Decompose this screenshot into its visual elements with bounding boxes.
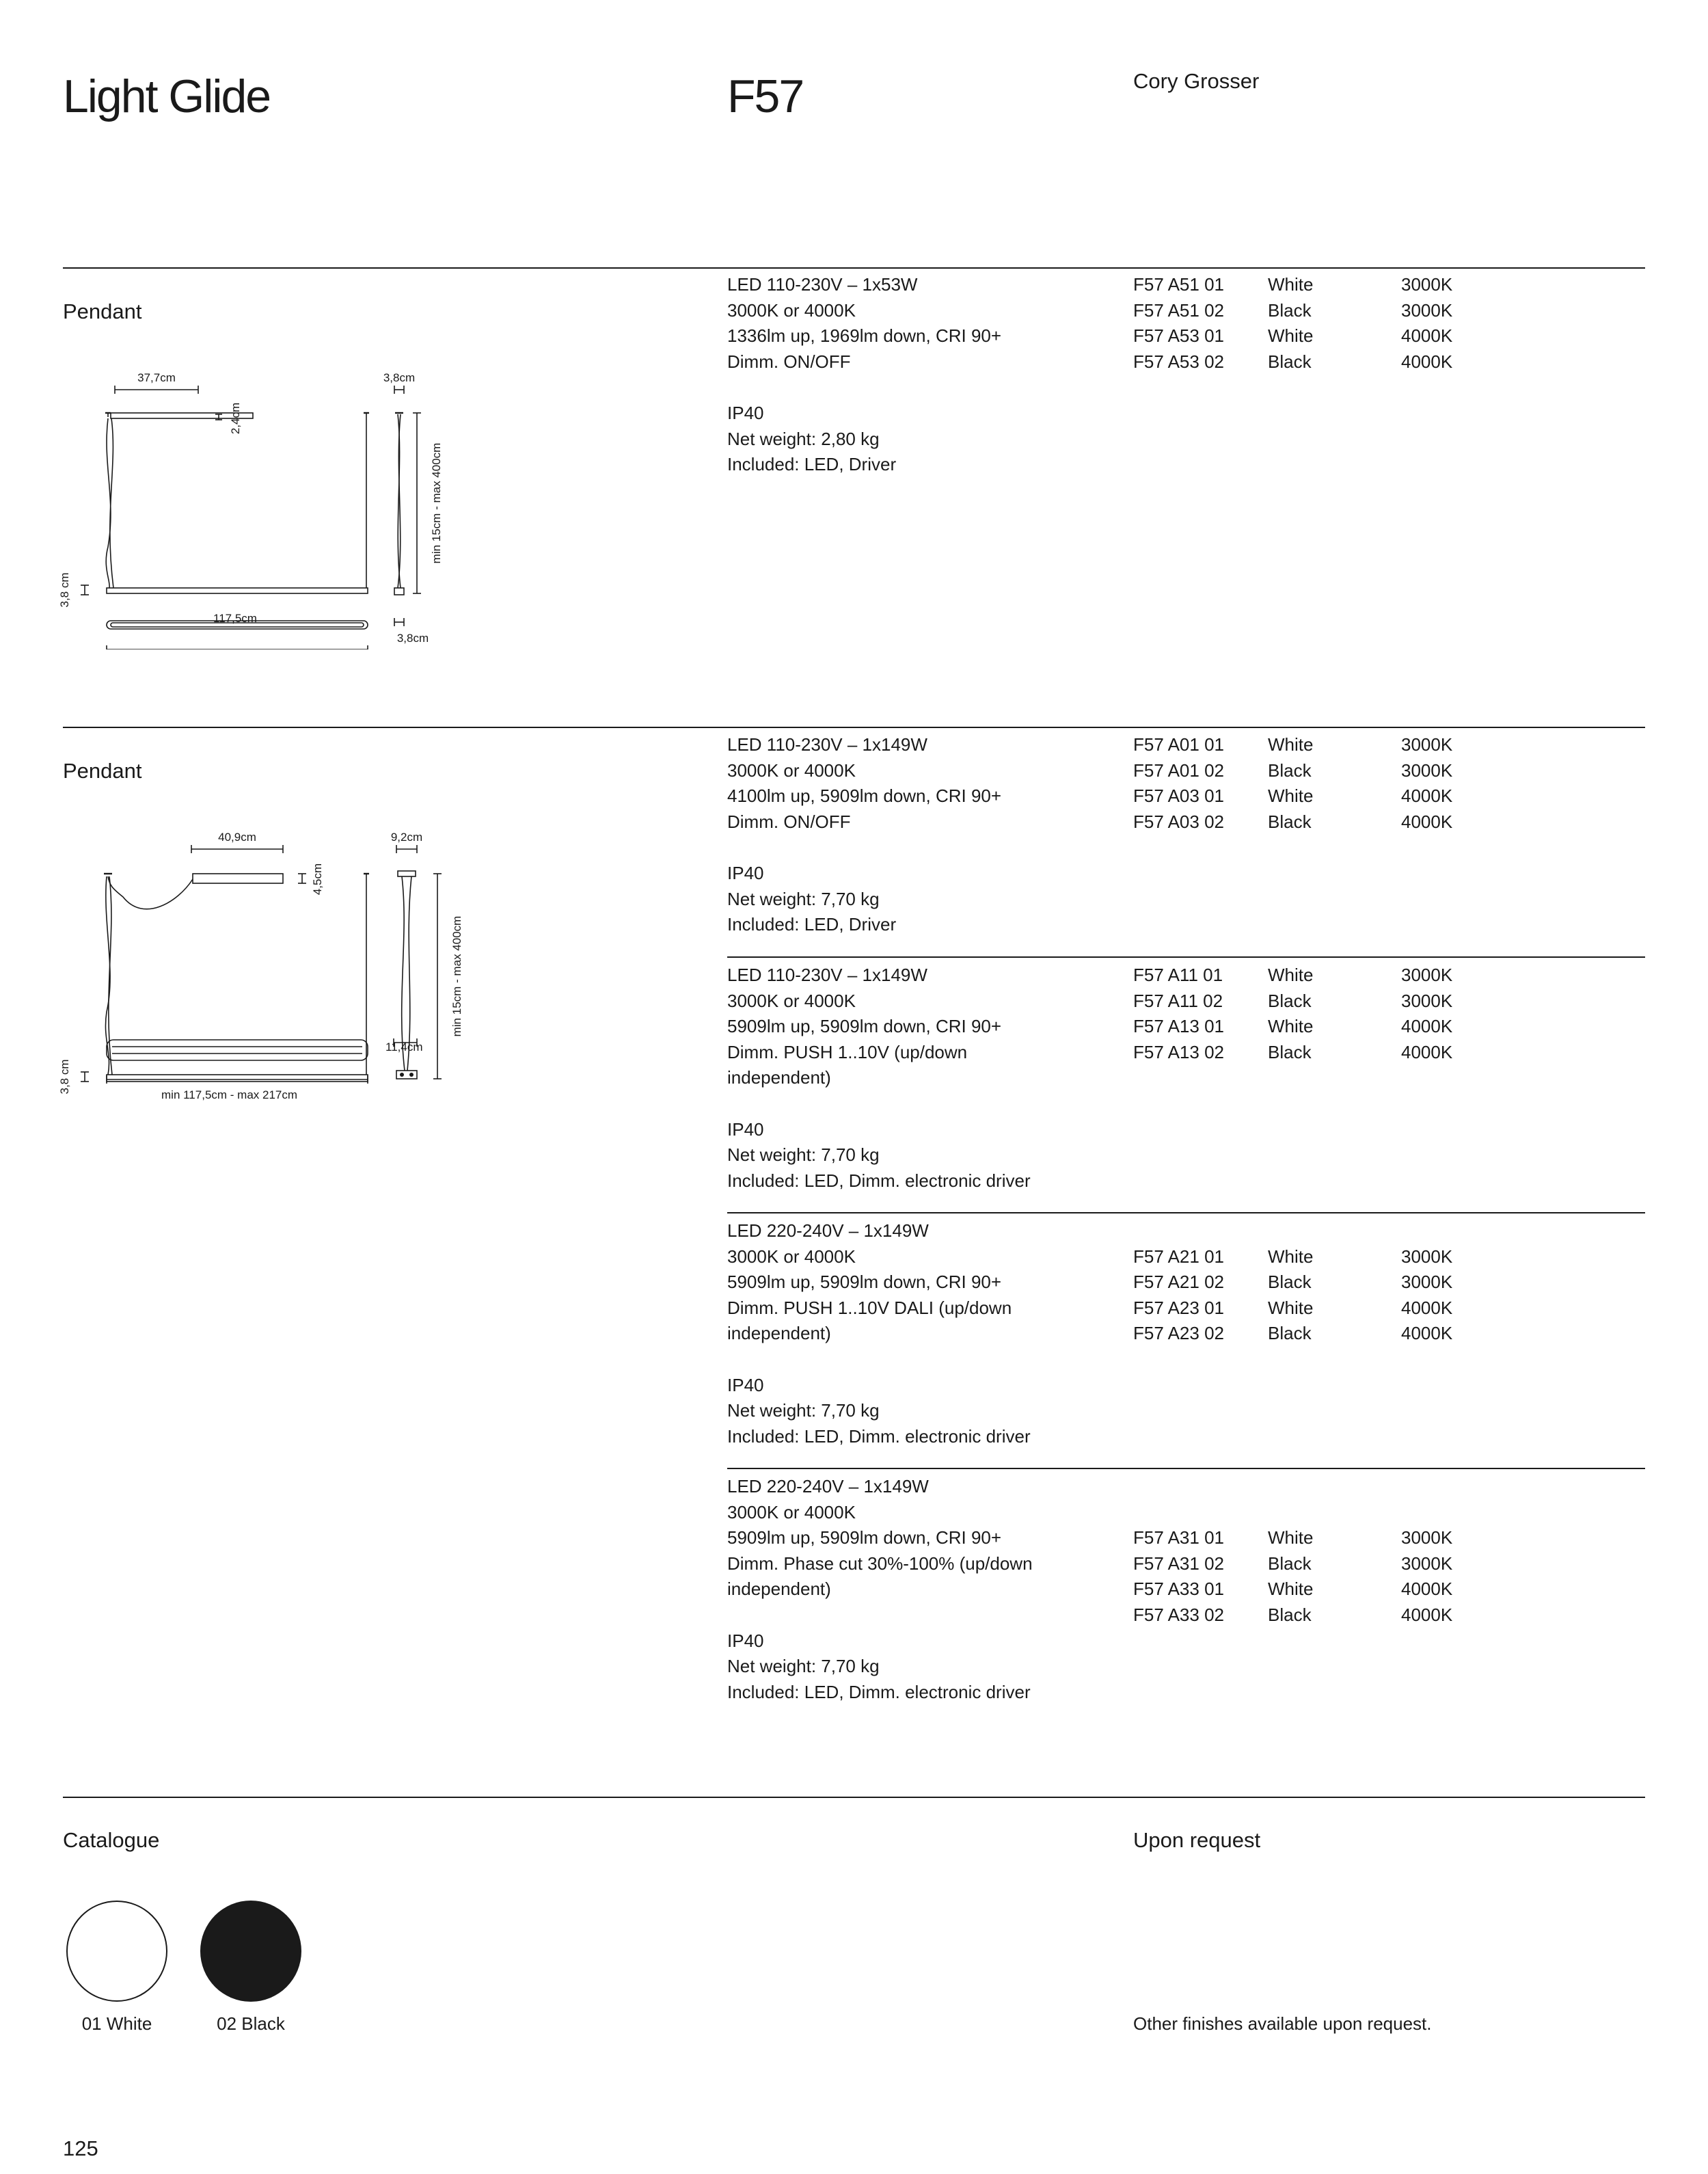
dim-label: 11,4cm xyxy=(385,1041,423,1054)
section-category: Pendant xyxy=(63,299,142,323)
dim-label: min 15cm - max 400cm xyxy=(430,442,443,564)
section-divider xyxy=(63,267,1645,269)
catalogue-label: Catalogue xyxy=(63,1828,160,1852)
finish-swatch-white xyxy=(66,1901,167,2002)
dim-label: 4,5cm xyxy=(311,863,324,896)
dim-label: 117,5cm xyxy=(213,612,257,625)
dim-label: 9,2cm xyxy=(390,831,423,844)
dim-label: 3,8 cm xyxy=(58,572,71,608)
designer-name: Cory Grosser xyxy=(1133,69,1260,93)
product-code: F57 xyxy=(727,70,804,122)
variant-divider xyxy=(727,1468,1645,1469)
spec-block: LED 220-240V – 1x149W 3000K or 4000K 5909lm up, 5909lm down, CRI 90+ Dimm. PUSH 1..10V DALI (up/down independent) IP40 Net weight: 7,70 kg Included: LED, Dimm. electronic driver xyxy=(727,1220,1031,1447)
section-category: Pendant xyxy=(63,759,142,783)
dim-label: 3,8cm xyxy=(396,632,429,645)
dim-label: 2,4cm xyxy=(229,402,242,435)
dim-label: 3,8cm xyxy=(383,371,416,384)
upon-request-label: Upon request xyxy=(1133,1828,1261,1852)
pendant-small-drawing xyxy=(55,362,478,649)
section-divider xyxy=(63,727,1645,728)
variant-divider xyxy=(727,956,1645,958)
upon-request-note: Other finishes available upon request. xyxy=(1133,2013,1432,2034)
finish-label: 02 Black xyxy=(217,2013,285,2034)
dim-label: 3,8 cm xyxy=(58,1059,71,1095)
finish-swatch-black xyxy=(200,1901,301,2002)
product-name: Light Glide xyxy=(63,70,271,122)
dim-label: min 117,5cm - max 217cm xyxy=(161,1088,298,1101)
dim-label: 37,7cm xyxy=(137,371,176,384)
dim-label: 40,9cm xyxy=(218,831,256,844)
spec-block: LED 110-230V – 1x149W 3000K or 4000K 4100lm up, 5909lm down, CRI 90+ Dimm. ON/OFF IP40 Net weight: 7,70 kg Included: LED, Driver xyxy=(727,734,1002,935)
variant-divider xyxy=(727,1212,1645,1213)
spec-block: LED 110-230V – 1x149W 3000K or 4000K 5909lm up, 5909lm down, CRI 90+ Dimm. PUSH 1..10V (up/down independent) IP40 Net weight: 7,70 kg Included: LED, Dimm. electronic driver xyxy=(727,965,1031,1191)
page-number: 125 xyxy=(63,2136,98,2160)
finish-label: 01 White xyxy=(81,2013,152,2034)
section-divider xyxy=(63,1797,1645,1798)
spec-block: LED 110-230V – 1x53W 3000K or 4000K 1336lm up, 1969lm down, CRI 90+ Dimm. ON/OFF IP40 Net weight: 2,80 kg Included: LED, Driver xyxy=(727,274,1002,475)
dim-label: min 15cm - max 400cm xyxy=(450,915,463,1037)
spec-block: LED 220-240V – 1x149W 3000K or 4000K 5909lm up, 5909lm down, CRI 90+ Dimm. Phase cut 30%-100% (up/down independent) IP40 Net weight: 7,70 kg Included: LED, Dimm. electronic driver xyxy=(727,1476,1033,1702)
